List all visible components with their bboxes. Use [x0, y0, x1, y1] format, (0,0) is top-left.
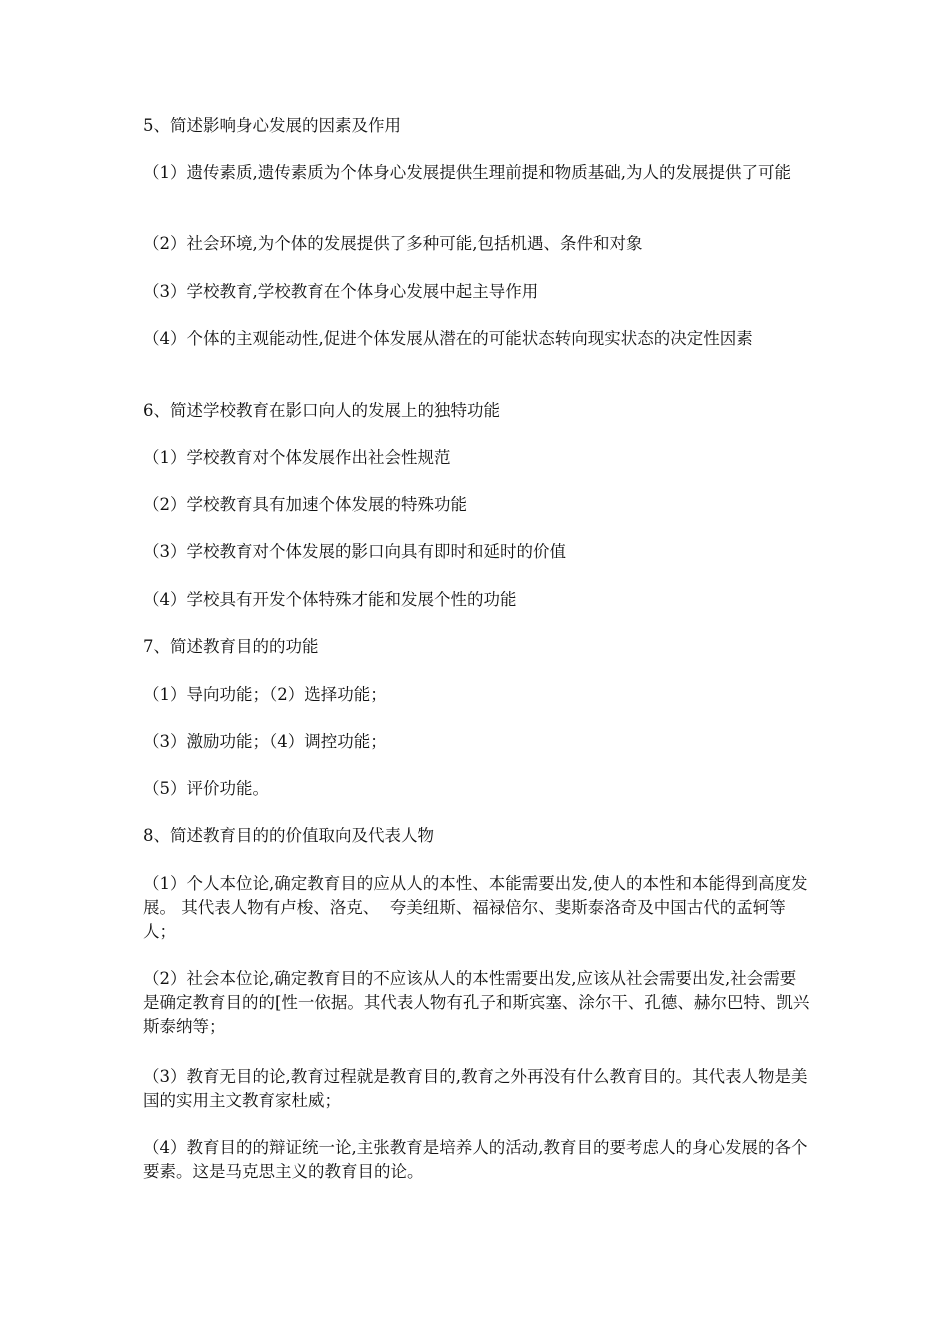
- answer-item-4: （4）教育目的的辩证统一论,主张教育是培养人的活动,教育目的要考虑人的身心发展的各个要素。这是马克思主义的教育目的论。: [143, 1138, 808, 1181]
- heading-q5: 5、简述影响身心发展的因素及作用: [143, 116, 401, 135]
- answer-item-3: （3）教育无目的论,教育过程就是教育目的,教育之外再没有什么教育目的。其代表人物是美国的实用主文教育家杜威；: [143, 1067, 808, 1110]
- answer-item-3: （3）学校教育,学校教育在个体身心发展中起主导作用: [143, 282, 539, 301]
- answer-item-1: （1）个人本位论,确定教育目的应从人的本性、本能需要出发,使人的本性和本能得到高度发展。 其代表人物有卢梭、洛克、 夸美纽斯、福禄倍尔、斐斯泰洛奇及中国古代的孟轲等人；: [143, 874, 808, 941]
- answer-item-1: （1）遗传素质,遗传素质为个体身心发展提供生理前提和物质基础,为人的发展提供了可能: [143, 163, 791, 182]
- heading-q6: 6、简述学校教育在影口向人的发展上的独特功能: [143, 401, 500, 420]
- answer-item-2: （2）社会本位论,确定教育目的不应该从人的本性需要出发,应该从社会需要出发,社会需要是确定教育目的的[性一依据。其代表人物有孔子和斯宾塞、涂尔干、孔德、赫尔巴特、凯兴斯泰纳等；: [143, 969, 810, 1036]
- answer-item-4: （4）个体的主观能动性,促进个体发展从潜在的可能状态转向现实状态的决定性因素: [143, 329, 753, 348]
- answer-item-2: （2）社会环境,为个体的发展提供了多种可能,包括机遇、条件和对象: [143, 234, 643, 253]
- answer-item-2: （2）学校教育具有加速个体发展的特殊功能: [143, 495, 467, 514]
- answer-item-1: （1）学校教育对个体发展作出社会性规范: [143, 448, 451, 467]
- answer-item-1-2: （1）导向功能；（2）选择功能；: [143, 685, 387, 704]
- answer-item-5: （5）评价功能。: [143, 779, 269, 798]
- heading-q7: 7、简述教育目的的功能: [143, 637, 319, 656]
- answer-item-4: （4）学校具有开发个体特殊才能和发展个性的功能: [143, 590, 517, 609]
- heading-q8: 8、简述教育目的的价值取向及代表人物: [143, 826, 434, 845]
- answer-item-3: （3）学校教育对个体发展的影口向具有即时和延时的价值: [143, 542, 566, 561]
- answer-item-3-4: （3）激励功能；（4）调控功能；: [143, 732, 387, 751]
